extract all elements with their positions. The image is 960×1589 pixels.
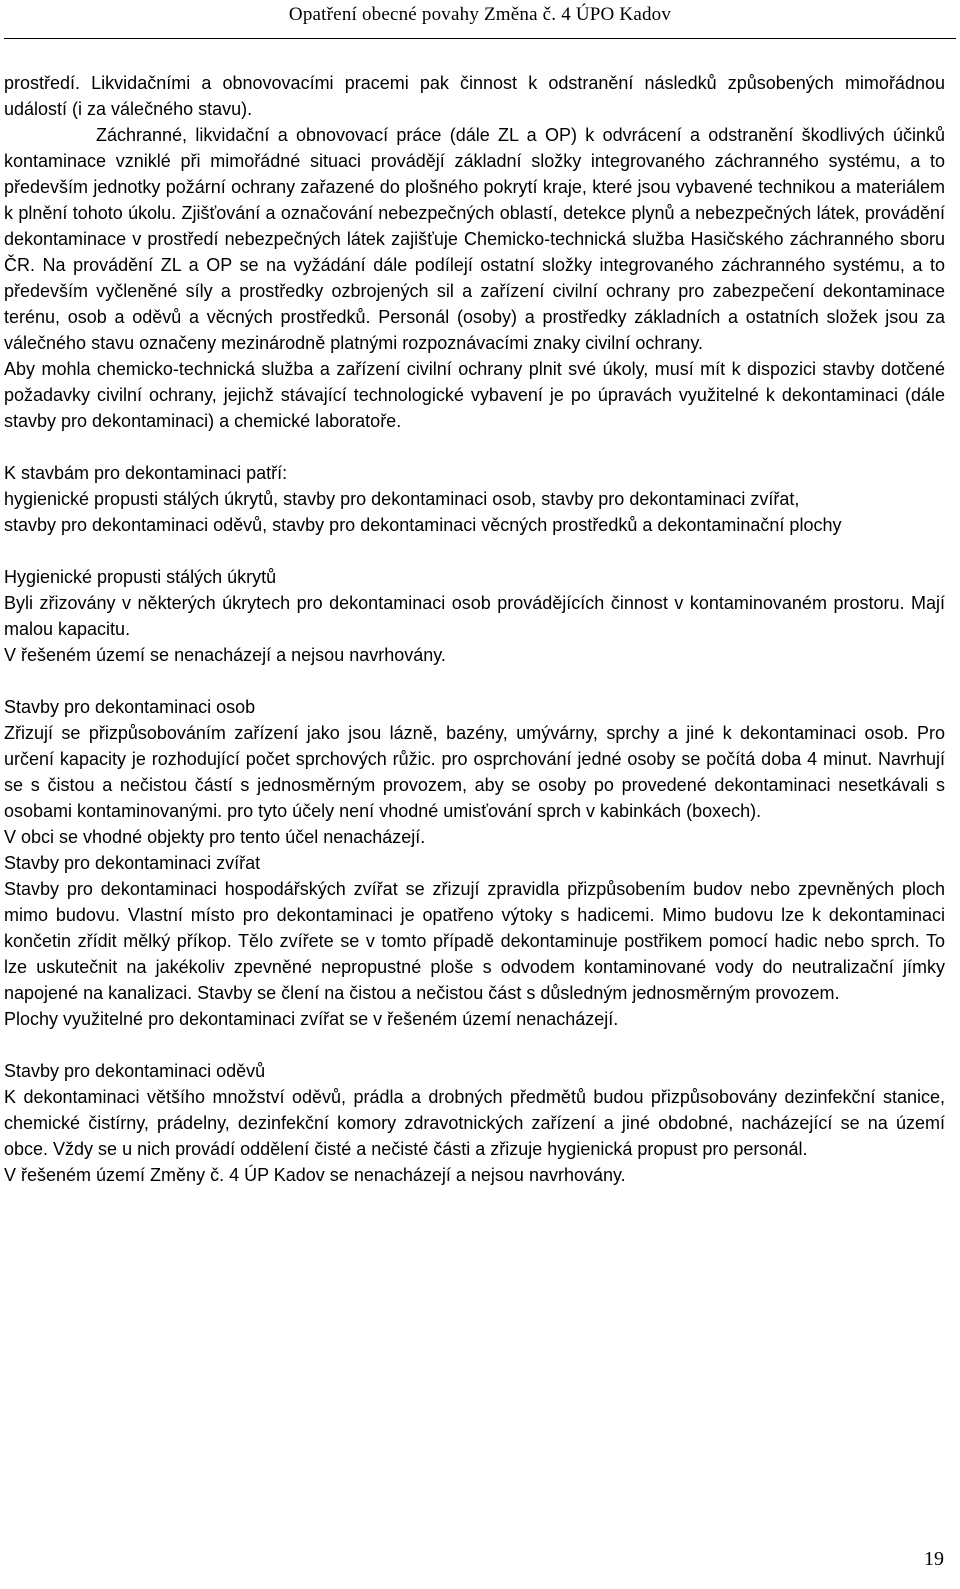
section-status: V řešeném území se nenacházejí a nejsou navrhovány. [4, 645, 446, 665]
paragraph-rescue-works: Záchranné, likvidační a obnovovací práce (dále ZL a OP) k odvrácení a odstranění škodlivých účinků kontaminace vzniklé při mimořádné situaci provádějí základní složky integrovaného záchranného systému, a to především jednotky požární ochrany zařazené do plošného pokrytí kraje, které jsou vybavené technikou a materiálem k plnění tohoto úkolu. Zjišťování a označování nebezpečných oblastí, detekce plynů a nebezpečných látek, provádění dekontaminace v prostředí nebezpečných látek zajišťuje Chemicko-technická služba Hasičského záchranného sboru ČR. Na provádění ZL a OP se na vyžádání dále podílejí ostatní složky integrovaného záchranného systému, a to především vyčleněné síly a prostředky ozbrojených sil a zařízení civilní ochrany pro zabezpečení dekontaminace terénu, osob a oděvů a věcných prostředků. Personál (osoby) a prostředky základních a ostatních složek jsou za válečného stavu označeny mezinárodně platnými rozpoznávacími znaky civilní ochrany. [4, 125, 945, 353]
section-title-hygiene-passages: Hygienické propusti stálých úkrytů [4, 567, 277, 587]
document-body [4, 70, 945, 1188]
section-status: V obci se vhodné objekty pro tento účel nenacházejí. [4, 827, 426, 847]
section-text: Byli zřizovány v některých úkrytech pro dekontaminaci osob provádějících činnost v kontaminovaném prostoru. Mají malou kapacitu. [4, 593, 945, 639]
section-text: Stavby pro dekontaminaci hospodářských zvířat se zřizují zpravidla přizpůsobením budov nebo zpevněných ploch mimo budovu. Vlastní místo pro dekontaminaci je opatřeno výtoky s hadicemi. Mimo budovu lze k dekontaminaci končetin zřídit mělký příkop. Tělo zvířete se v tomto případě dekontaminuje postřikem pomocí hadic nebo sprch. To lze uskutečnit na jakékoliv zpevněné nepropustné ploše s odvodem kontaminované vody do neutralizační jímky napojené na kanalizaci. Stavby se člení na čistou a nečistou část s důsledným jednosměrným provozem. [4, 879, 945, 1003]
spacer [4, 538, 945, 564]
section-title-animals: Stavby pro dekontaminaci zvířat [4, 853, 261, 873]
section-status: V řešeném území Změny č. 4 ÚP Kadov se nenacházejí a nejsou navrhovány. [4, 1165, 626, 1185]
spacer [4, 668, 945, 694]
section-title-clothing: Stavby pro dekontaminaci oděvů [4, 1061, 266, 1081]
list-line: stavby pro dekontaminaci oděvů, stavby pro dekontaminaci věcných prostředků a dekontaminační plochy [4, 515, 842, 535]
page-header: Opatření obecné povahy Změna č. 4 ÚPO Kadov [288, 4, 672, 25]
section-status: Plochy využitelné pro dekontaminaci zvířat se v řešeném území nenacházejí. [4, 1009, 619, 1029]
paragraph-continuation: prostředí. Likvidačními a obnovovacími pracemi pak činnost k odstranění následků způsobených mimořádnou událostí (i za válečného stavu). [4, 73, 945, 119]
paragraph-chemical-service: Aby mohla chemicko-technická služba a zařízení civilní ochrany plnit své úkoly, musí mít k dispozici stavby dotčené požadavky civilní ochrany, jejichž stávající technologické vybavení je po úpravách využitelné k dekontaminaci (dále stavby pro dekontaminaci) a chemické laboratoře. [4, 359, 945, 431]
section-text: K dekontaminaci většího množství oděvů, prádla a drobných předmětů budou přizpůsobovány dezinfekční stanice, chemické čistírny, prádelny, dezinfekční komory zdravotnických zařízení a jiné obdobné, nacházející se na území obce. Vždy se u nich provádí oddělení čisté a nečisté části a zřizuje hygienická propust pro personál. [4, 1087, 945, 1159]
page-number: 19 [924, 1548, 944, 1570]
list-line: hygienické propusti stálých úkrytů, stavby pro dekontaminaci osob, stavby pro dekontaminaci zvířat, [4, 489, 800, 509]
header-divider [4, 38, 956, 39]
spacer [4, 434, 945, 460]
section-title-decontamination-buildings: K stavbám pro dekontaminaci patří: [4, 463, 288, 483]
section-title-persons: Stavby pro dekontaminaci osob [4, 697, 256, 717]
section-text: Zřizují se přizpůsobováním zařízení jako jsou lázně, bazény, umývárny, sprchy a jiné k dekontaminaci osob. Pro určení kapacity je rozhodující počet sprchových růžic. pro osprchování jedné osoby se počítá doba 4 minut. Navrhují se s čistou a nečistou částí s jednosměrným provozem, aby se osoby po provedené dekontaminaci nesetkávali s osobami kontaminovanými. pro tyto účely není vhodné umisťování sprch v kabinkách (boxech). [4, 723, 945, 821]
spacer [4, 1032, 945, 1058]
